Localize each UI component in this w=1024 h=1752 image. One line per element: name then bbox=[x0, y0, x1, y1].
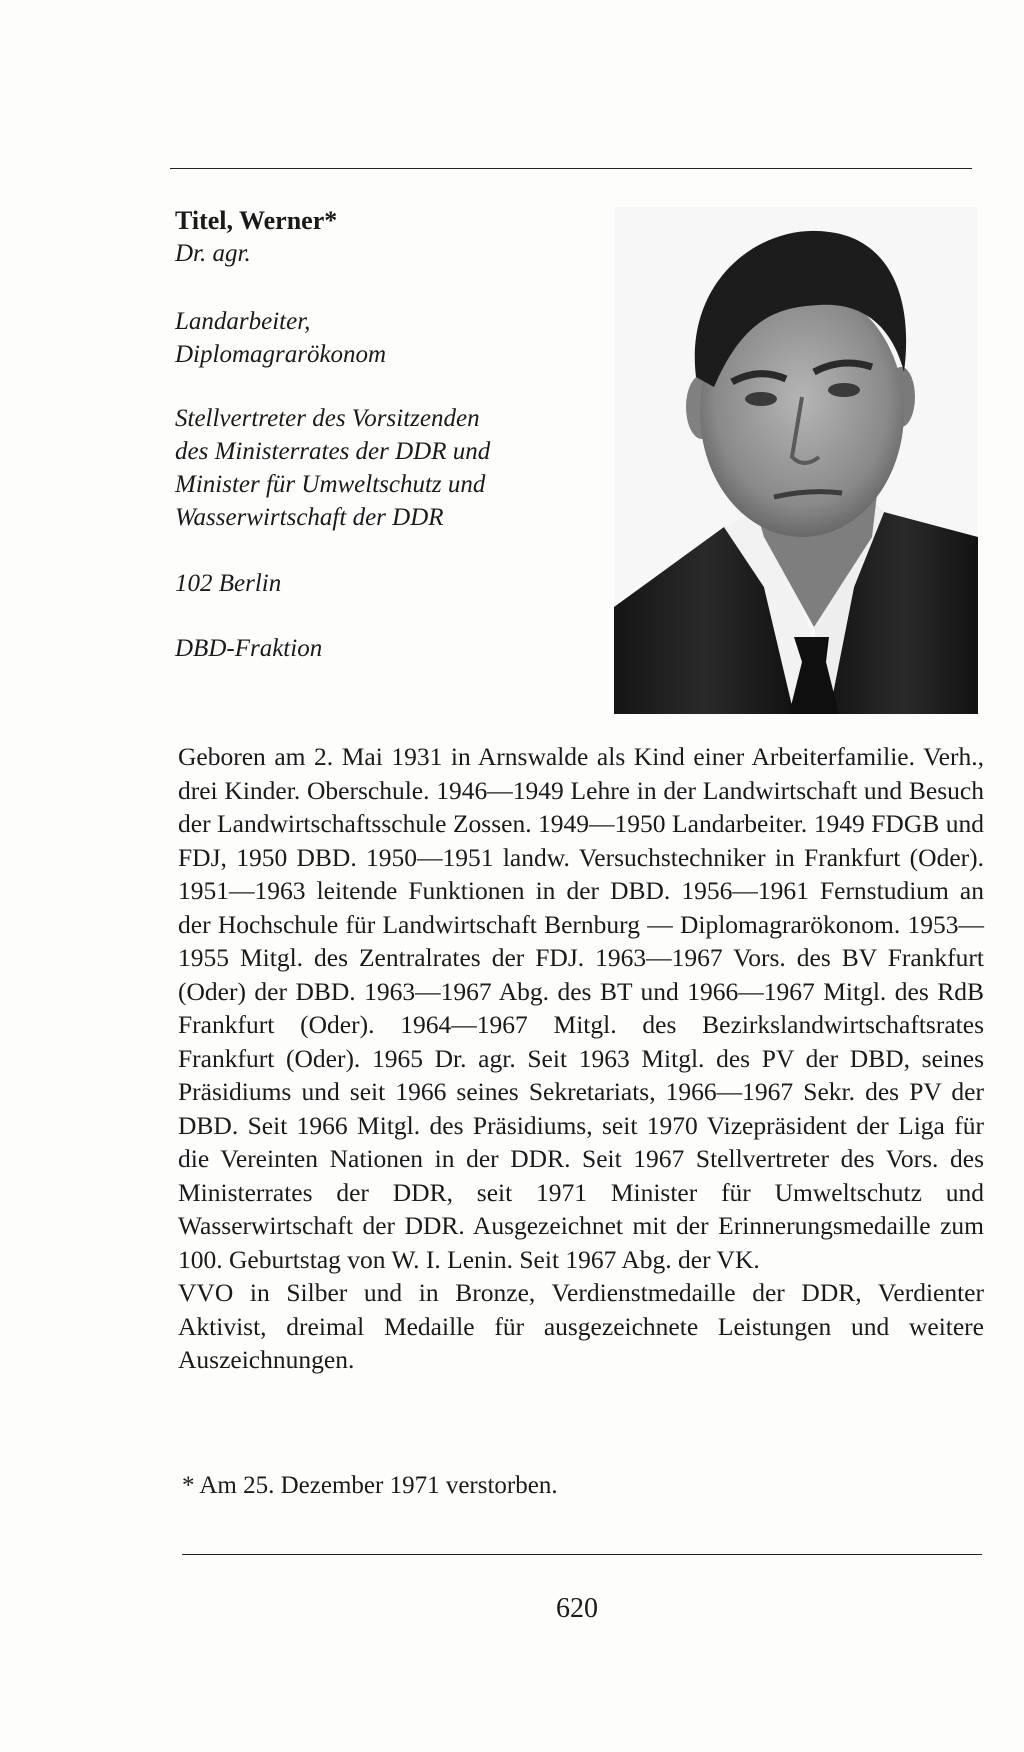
entry-city: 102 Berlin bbox=[175, 570, 282, 597]
biography-paragraph: Geboren am 2. Mai 1931 in Arnswalde als Kind einer Arbeiterfamilie. Verh., drei Kinder. Oberschule. 1946—1949 Lehre in der Landwirtschaft und Besuch der Landwirtschaftsschule Zossen. 1949—1950 Landarbeiter. 1949 FDGB und FDJ, 1950 DBD. 1950—1951 landw. Versuchstechniker in Frankfurt (Oder). 1951—1963 leitende Funktionen in der DBD. 1956—1961 Fernstudium an der Hochschule für Landwirtschaft Bernburg — Diplomagrarökonom. 1953—1955 Mitgl. des Zentralrates der FDJ. 1963—1967 Vors. des BV Frankfurt (Oder) der DBD. 1963—1967 Abg. des BT und 1966—1967 Mitgl. des RdB Frankfurt (Oder). 1964—1967 Mitgl. des Bezirkslandwirtschaftsrates Frankfurt (Oder). 1965 Dr. agr. Seit 1963 Mitgl. des PV der DBD, seines Präsidiums und seit 1966 seines Sekretariats, 1966—1967 Sekr. des PV der DBD. Seit 1966 Mitgl. des Präsidiums, seit 1970 Vizepräsident der Liga für die Vereinten Nationen in der DDR. Seit 1967 Stellvertreter des Vors. des Ministerrates der DDR, seit 1971 Minister für Umweltschutz und Wasserwirtschaft der DDR. Ausgezeichnet mit der Erinnerungsmedaille zum 100. Geburtstag von W. I. Lenin. Seit 1967 Abg. der VK. bbox=[178, 742, 984, 1274]
entry-faction: DBD-Fraktion bbox=[175, 635, 323, 662]
biography-paragraph: VVO in Silber und in Bronze, Verdienstmedaille der DDR, Verdienter Aktivist, dreimal Medaille für ausgezeichnete Leistungen und weitere Auszeichnungen. bbox=[178, 1278, 984, 1374]
position-line: des Ministerrates der DDR und bbox=[175, 438, 491, 465]
page-number: 620 bbox=[556, 1593, 598, 1624]
portrait-photo bbox=[614, 207, 978, 714]
entry-title: Dr. agr. bbox=[175, 240, 251, 267]
entry-profession bbox=[175, 305, 595, 371]
footnote: * Am 25. Dezember 1971 verstorben. bbox=[182, 1472, 558, 1499]
biography bbox=[178, 740, 984, 1377]
position-line: Stellvertreter des Vorsitzenden bbox=[175, 405, 480, 432]
portrait-illustration bbox=[614, 207, 978, 714]
profession-line: Diplomagrarökonom bbox=[175, 341, 387, 368]
eye-left bbox=[745, 392, 777, 406]
entry-name: Titel, Werner* bbox=[175, 206, 338, 235]
bottom-divider bbox=[182, 1554, 982, 1555]
top-divider bbox=[170, 168, 972, 169]
entry-position bbox=[175, 402, 595, 534]
eye-right bbox=[828, 383, 860, 397]
position-line: Wasserwirtschaft der DDR bbox=[175, 504, 444, 531]
position-line: Minister für Umweltschutz und bbox=[175, 471, 486, 498]
entry-header bbox=[175, 205, 595, 665]
profession-line: Landarbeiter, bbox=[175, 308, 311, 335]
